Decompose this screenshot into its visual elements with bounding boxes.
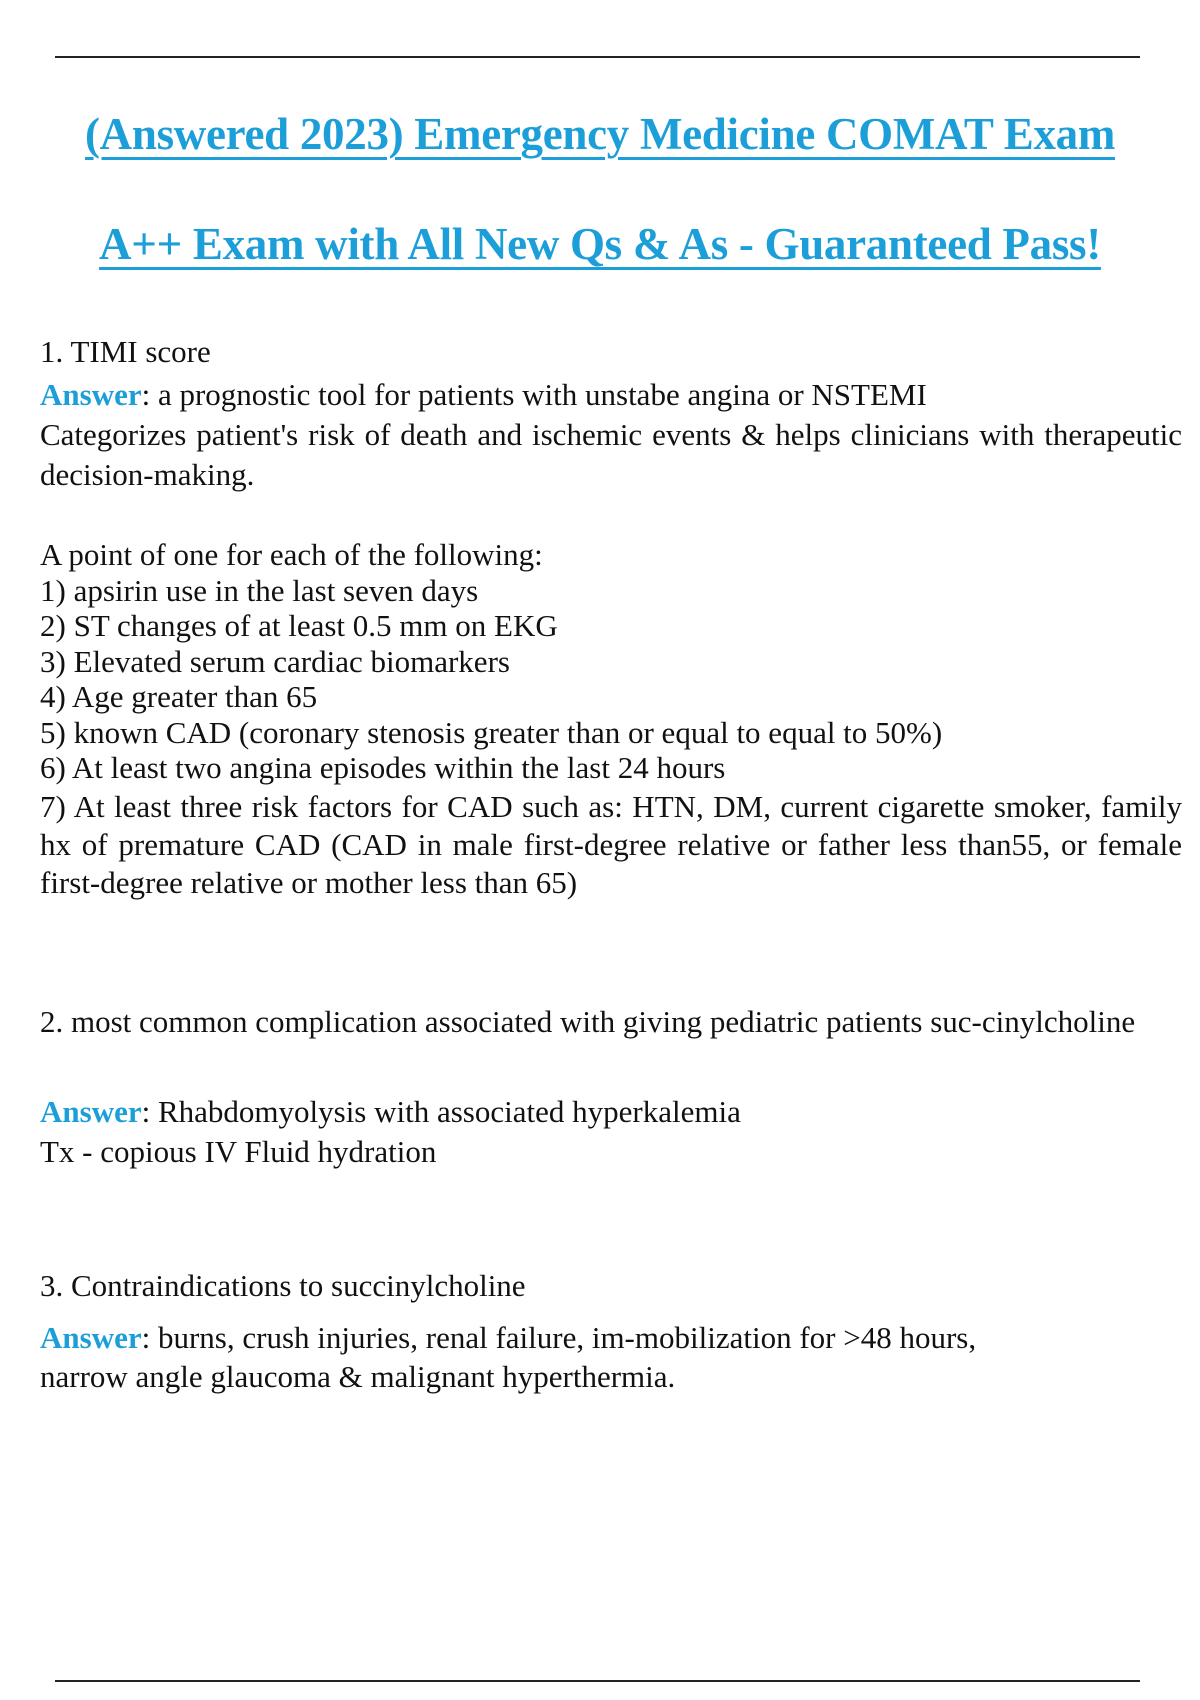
answer-label: Answer bbox=[40, 377, 142, 412]
answer-1-text: : a prognostic tool for patients with unstabe angina or NSTEMI bbox=[141, 377, 927, 412]
answer-3-detail: narrow angle glaucoma & malignant hyperthermia. bbox=[40, 1359, 676, 1394]
top-rule bbox=[55, 56, 1140, 58]
list-item: 2) ST changes of at least 0.5 mm on EKG bbox=[40, 608, 558, 643]
answer-2-detail: Tx - copious IV Fluid hydration bbox=[40, 1134, 437, 1169]
list-item: 7) At least three risk factors for CAD such as: HTN, DM, current cigarette smoker, family hx of premature CAD (CAD in male first-degree relative or father less than55, or female first-degree relative or mother less than 65) bbox=[40, 788, 1182, 900]
answer-1-line bbox=[40, 375, 1182, 415]
answer-3-text: : burns, crush injuries, renal failure, im-mobilization for >48 hours, bbox=[141, 1320, 977, 1355]
answer-label: Answer bbox=[40, 1094, 142, 1129]
answer-2-text: : Rhabdomyolysis with associated hyperkalemia bbox=[141, 1094, 741, 1129]
question-3: 3. Contraindications to succinylcholine bbox=[40, 1268, 526, 1303]
bottom-rule bbox=[55, 1680, 1140, 1682]
list-item: 4) Age greater than 65 bbox=[40, 679, 318, 714]
question-1: 1. TIMI score bbox=[40, 334, 211, 369]
answer-2-line bbox=[40, 1092, 1182, 1132]
list-item: 3) Elevated serum cardiac biomarkers bbox=[40, 643, 510, 679]
list-intro: A point of one for each of the following: bbox=[40, 537, 543, 572]
document-title-line2: A++ Exam with All New Qs & As - Guaranteed Pass! bbox=[99, 219, 1101, 269]
list-item: 1) apsirin use in the last seven days bbox=[40, 572, 479, 608]
answer-label: Answer bbox=[40, 1320, 142, 1355]
answer-1-detail: Categorizes patient's risk of death and ischemic events & helps clinicians with therapeutic decision-making. bbox=[40, 417, 1182, 492]
question-2: 2. most common complication associated with giving pediatric patients suc-cinylcholine bbox=[40, 1004, 1136, 1039]
list-item: 5) known CAD (coronary stenosis greater than or equal to equal to 50%) bbox=[40, 714, 943, 750]
list-item: 6) At least two angina episodes within the last 24 hours bbox=[40, 750, 726, 785]
answer-3-line bbox=[40, 1318, 1182, 1358]
timi-criteria-list bbox=[40, 537, 1182, 902]
document-title-line1: (Answered 2023) Emergency Medicine COMAT Exam bbox=[84, 109, 1116, 159]
